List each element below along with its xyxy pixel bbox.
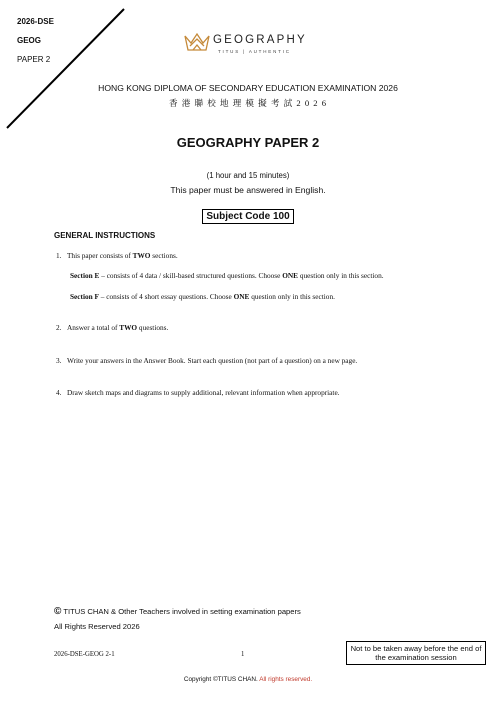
bottom-copyright (0, 676, 496, 683)
instruction-text: questions. (137, 323, 169, 332)
instruction-text: Answer a total of (66, 323, 120, 332)
instruction-number: 3. (56, 356, 62, 365)
instruction-text: sections. (150, 251, 178, 260)
logo-subtitle: TITUS | AUTHENTIC (218, 49, 291, 54)
section-e-label: Section E (70, 271, 100, 280)
header-subject: GEOG (17, 36, 42, 45)
logo-title: GEOGRAPHY (213, 34, 307, 46)
instruction-emphasis: TWO (132, 251, 151, 260)
section-f-text: – consists of 4 short essay questions. Choose (98, 292, 234, 301)
instruction-item-4 (56, 389, 340, 398)
section-f-label: Section F (70, 292, 99, 301)
header-year-code: 2026-DSE (17, 17, 54, 26)
crown-logo-icon (182, 30, 212, 56)
instruction-item-1 (56, 252, 178, 261)
section-f-description (70, 293, 335, 302)
section-e-text: – consists of 4 data / skill-based structured questions. Choose (99, 271, 283, 280)
copyright-line (54, 606, 301, 617)
paper-title: GEOGRAPHY PAPER 2 (176, 135, 320, 150)
section-e-emphasis: ONE (282, 271, 299, 280)
subject-code-box: Subject Code 100 (202, 209, 293, 224)
notice-box: Not to be taken away before the end of the examination session (346, 641, 486, 665)
bottom-copyright-text: Copyright ©TITUS CHAN. (183, 676, 260, 683)
copyright-text: TITUS CHAN & Other Teachers involved in setting examination papers (61, 607, 301, 616)
subject-code-wrapper (0, 206, 496, 224)
section-e-description (70, 272, 384, 281)
page-code: 2026-DSE-GEOG 2-1 (54, 651, 115, 658)
language-note: This paper must be answered in English. (170, 185, 326, 195)
instruction-number: 2. (56, 323, 62, 332)
instructions-heading: GENERAL INSTRUCTIONS (54, 231, 156, 240)
section-e-text: question only in this section. (298, 271, 384, 280)
duration-text: (1 hour and 15 minutes) (206, 171, 290, 180)
instruction-text: Draw sketch maps and diagrams to supply additional, relevant information when appropriate. (66, 388, 340, 397)
geography-logo (182, 30, 332, 58)
instruction-item-2 (56, 324, 168, 333)
exam-title-en: HONG KONG DIPLOMA OF SECONDARY EDUCATION EXAMINATION 2026 (98, 83, 398, 93)
section-f-emphasis: ONE (233, 292, 250, 301)
instruction-text: Write your answers in the Answer Book. Start each question (not part of a question) on a new page. (66, 356, 358, 365)
page-number: 1 (241, 651, 245, 658)
rights-reserved: All Rights Reserved 2026 (54, 622, 140, 631)
copyright-icon: © (54, 606, 62, 617)
header-paper: PAPER 2 (17, 55, 51, 64)
section-f-text: question only in this section. (249, 292, 335, 301)
instruction-text: This paper consists of (66, 251, 133, 260)
exam-title-zh: 香 港 聯 校 地 理 模 擬 考 試 2 0 2 6 (168, 98, 328, 108)
bottom-copyright-rights: All rights reserved. (259, 676, 313, 683)
instruction-number: 4. (56, 388, 62, 397)
instruction-emphasis: TWO (119, 323, 138, 332)
instruction-item-3 (56, 357, 357, 366)
instruction-number: 1. (56, 251, 62, 260)
